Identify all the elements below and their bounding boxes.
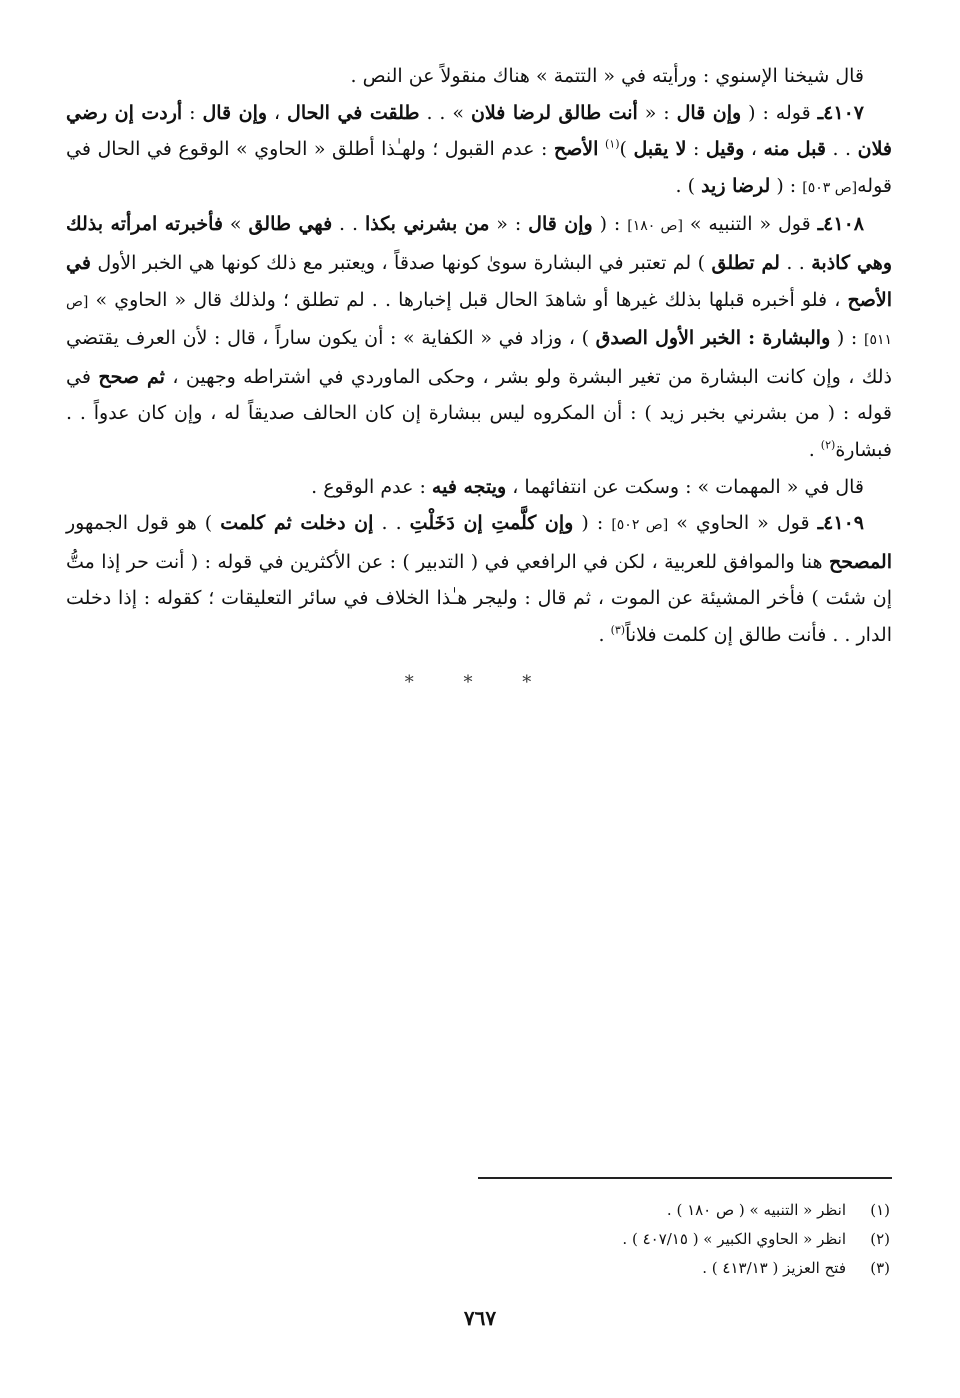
quoted-text: وإن قال [202, 101, 268, 124]
footnote-number: (٢) [870, 1230, 890, 1248]
footnote-text: فتح العزيز ( ٤١٣/١٣ ) . [702, 1259, 846, 1277]
text-span: في قوله : ( من بشرني بخبر زيد ) : أن المكروه ليس ببشارة إن كان الحالف صديقاً له ، وإن كان عدواً . . فبشارة [66, 365, 892, 461]
quoted-text: ثم صحح [98, 365, 165, 388]
paragraph-4109 [66, 505, 892, 653]
quoted-text: لم تطلق [711, 251, 780, 274]
quoted-text: إن دخلت ثم كلمت [220, 512, 374, 535]
quoted-text: الأصح [553, 138, 599, 161]
main-text [66, 58, 892, 693]
text-span: ) [619, 138, 634, 161]
quoted-text: المصحح [828, 550, 892, 573]
page-reference: [ص ٥٠٣] [802, 179, 858, 196]
footnotes [290, 1196, 890, 1283]
text-span: ) . [675, 174, 702, 197]
quoted-text: قبل منه [763, 138, 826, 161]
quoted-text: من بشرني بكذا [364, 213, 490, 236]
section-separator: * * * [404, 671, 554, 693]
page-number: ٧٦٧ [463, 1306, 497, 1330]
text-span: : [686, 138, 706, 161]
paragraph-muhimmat [66, 469, 892, 506]
text-span: » . . [419, 101, 471, 124]
text-span: . . [332, 213, 365, 236]
text-span: : ( [592, 213, 628, 236]
footnote-number: (٣) [870, 1259, 890, 1277]
paragraph-4108 [66, 206, 892, 468]
footnote-marker[interactable]: (٢) [820, 438, 836, 452]
text-span: ) لم تعتبر في البشارة سوىٰ كونها صدقاً ، ويعتبر مع ذلك كونها هي الخبر الأول [90, 251, 712, 274]
item-number: ٤١٠٧ـ [817, 101, 864, 124]
quoted-text: وقيل [705, 138, 745, 161]
footnote-item [290, 1254, 890, 1283]
paragraph-text: قال شيخنا الإسنوي : ورأيته في « التتمة » هناك منقولاً عن النص . [350, 65, 864, 87]
text-span: ، فلو أخبره قبلها بذلك غيرها أو شاهدَ الحال قبل إخبارها . . لم تطلق ؛ ولذلك قال « الحاوي » [88, 288, 848, 311]
quoted-text: في الأصح [66, 251, 892, 311]
footnote-text: انظر « الحاوي الكبير » ( ٤٠٧/١٥ ) . [622, 1230, 846, 1248]
quoted-text: وإن كلَّمتِ إن دَخَلْتِ [409, 512, 574, 535]
quoted-text: طلقت في الحال [287, 101, 420, 124]
quoted-text: والبشارة : الخبر الأول الصدق [595, 327, 831, 350]
paragraph-4107 [66, 95, 892, 207]
text-span: ، [267, 101, 288, 124]
quoted-text: فهي طالق [248, 213, 333, 236]
text-span: . . [779, 251, 812, 274]
item-number: ٤١٠٩ـ [817, 512, 864, 535]
text-span: : « [489, 213, 529, 236]
footnote-item [290, 1225, 890, 1254]
quoted-text: وإن قال [676, 101, 742, 124]
footnote-marker[interactable]: (٣) [610, 623, 626, 637]
text-span: : [182, 101, 203, 124]
text-span: قول « التنبيه » [682, 213, 818, 236]
text-span: ، [744, 138, 764, 161]
page-reference: [ص ١٨٠] [627, 218, 683, 235]
text-span: ) هو قول الجمهور [66, 512, 221, 535]
text-span: : ( [573, 512, 612, 535]
text-span: قال في « المهمات » : وسكت عن انتفائهما ، [506, 475, 864, 498]
text-span: . . [373, 512, 410, 535]
text-span: قول « الحاوي » [668, 512, 818, 535]
quoted-text: وإن قال [528, 213, 593, 236]
text-span: : عدم الوقوع . [311, 475, 432, 498]
footnote-number: (١) [870, 1201, 890, 1219]
text-span: ) ، وزاد في « الكفاية » : أن يكون ساراً ، قال : لأن العرف يقتضي ذلك ، وإن كانت البشارة من تغير البشرة ولو بشر ، وحكى الماوردي في اشتراطه وجهين ، [66, 327, 893, 388]
quoted-text: لا يقبل [633, 138, 687, 161]
quoted-text: فأخبرته امرأته بذلك وهي كاذبة [66, 213, 893, 274]
page-reference: [ص ٥١١] [66, 293, 892, 349]
footnote-divider [478, 1177, 892, 1179]
text-span: : عدم القبول ؛ ولهـٰذا أطلق « الحاوي » الوقوع في الحال في قوله [66, 138, 892, 197]
text-span: : ( [830, 327, 864, 350]
text-span: هنا والموافق للعربية ، لكن في الرافعي في ( التدبير ) : عن الأكثرين في قوله : ( أنت حر إذا متُّ إن شئت ) فأخر المشيئة عن الموت ، ثم قال : وليجر هـٰذا الخلاف في سائر التعليقات ؛ كقوله : إذا دخلت الدار . . فأنت طالق إن كلمت فلاناً [66, 550, 892, 646]
footnote-item [290, 1196, 890, 1225]
item-number: ٤١٠٨ـ [817, 213, 864, 236]
quoted-text: لرضا زيد [701, 174, 771, 197]
text-span: : ( [770, 174, 803, 197]
paragraph-intro [66, 58, 892, 95]
quoted-text: ويتجه فيه [431, 475, 507, 498]
page-reference: [ص ٥٠٢] [611, 517, 669, 534]
text-span: . [808, 438, 821, 461]
text-span: قوله : ( [741, 101, 818, 124]
footnote-text: انظر « التنبيه » ( ص ١٨٠ ) . [666, 1201, 846, 1219]
quoted-text: أردت إن رضي فلان [66, 101, 893, 161]
text-span: . . [825, 138, 858, 161]
text-span: : « [637, 101, 677, 124]
footnote-marker[interactable]: (١) [604, 137, 620, 151]
text-span: . [598, 623, 611, 646]
text-span: » [223, 213, 249, 236]
quoted-text: أنت طالق لرضا فلان [470, 101, 638, 124]
